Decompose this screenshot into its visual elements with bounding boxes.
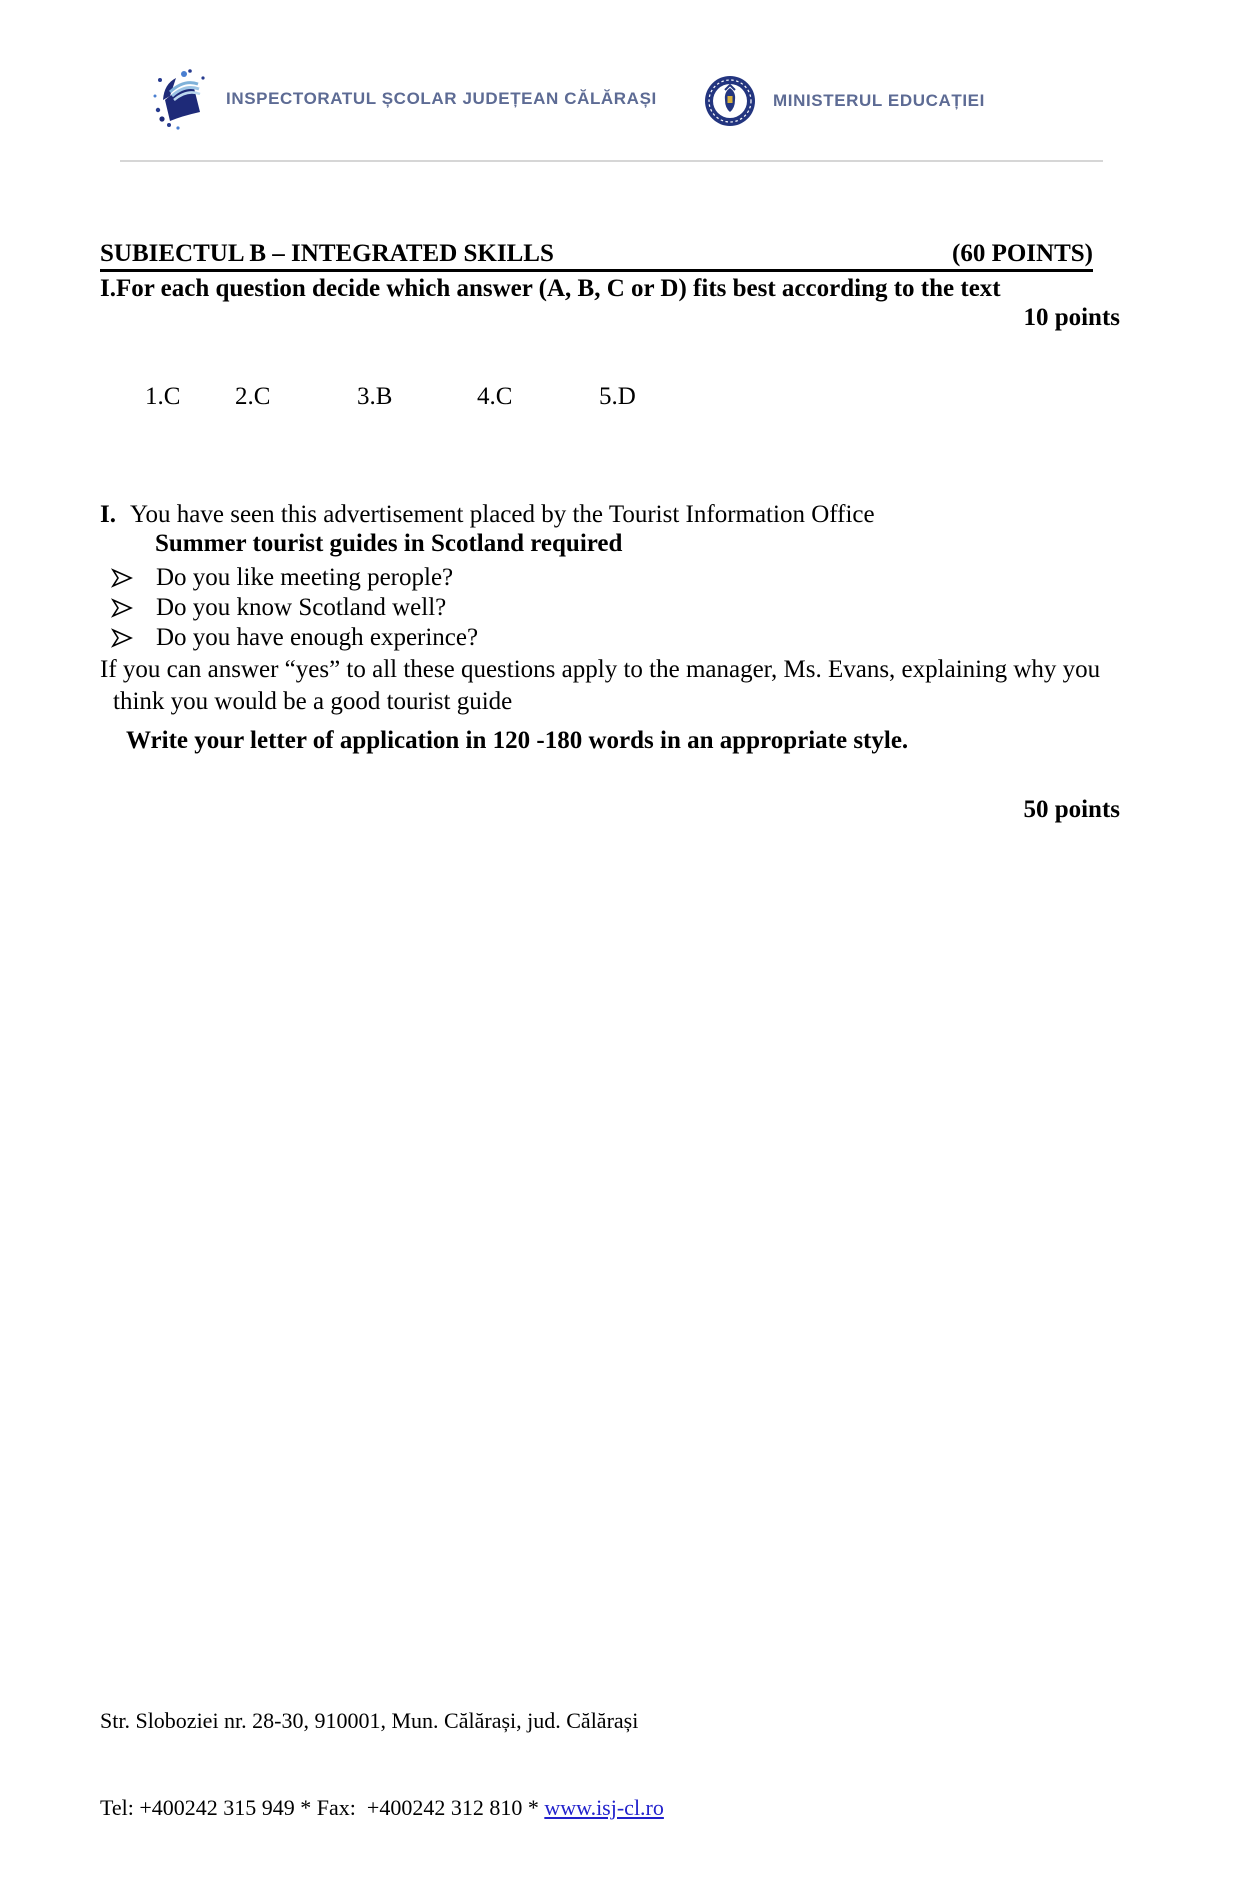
footer-website-link[interactable]: www.isj-cl.ro — [544, 1795, 664, 1820]
answer-key-row — [100, 383, 1120, 415]
task2-intro-text: You have seen this advertisement placed by the Tourist Information Office — [129, 501, 875, 528]
header-right-logo-label: MINISTERUL EDUCAȚIEI — [773, 91, 985, 110]
footer-address: Str. Sloboziei nr. 28-30, 910001, Mun. Călărași, jud. Călărași — [100, 1708, 639, 1733]
advert-title: Summer tourist guides in Scotland required — [155, 530, 623, 557]
bullet-text: Do you know Scotland well? — [156, 594, 447, 621]
answer-1: 1.C — [145, 383, 181, 410]
subject-title-row — [100, 240, 1093, 272]
bullet-item — [100, 593, 1140, 623]
arrowhead-bullet-icon — [112, 629, 132, 647]
answer-5: 5.D — [599, 383, 636, 410]
footer-contacts — [100, 1793, 664, 1822]
arrowhead-bullet-icon — [112, 569, 132, 587]
arrowhead-bullet-icon — [112, 599, 132, 617]
task2-paragraph-line1: If you can answer “yes” to all these questions apply to the manager, Ms. Evans, explaining why you — [100, 656, 1101, 683]
government-seal-icon — [703, 74, 757, 128]
bullet-text: Do you like meeting perople? — [156, 564, 454, 591]
header-divider — [120, 160, 1103, 162]
task2-intro-line — [100, 500, 1140, 530]
header-right-logo — [703, 74, 985, 128]
subject-points: (60 POINTS) — [952, 240, 1093, 267]
header-left-logo-label: INSPECTORATUL ȘCOLAR JUDEȚEAN CĂLĂRAȘI — [226, 89, 657, 108]
header-left-logo — [150, 66, 657, 132]
subject-title: SUBIECTUL B – INTEGRATED SKILLS — [100, 240, 554, 267]
footer-tel-fax: Tel: +400242 315 949 * Fax: +400242 312 810 * — [100, 1795, 545, 1820]
answer-2: 2.C — [235, 383, 271, 410]
page-footer — [100, 1648, 664, 1880]
bullet-text: Do you have enough experince? — [156, 624, 479, 651]
task1-points: 10 points — [1023, 304, 1120, 331]
school-inspectorate-book-icon — [150, 66, 212, 132]
task2-numeral: I. — [100, 501, 116, 528]
answer-4: 4.C — [477, 383, 513, 410]
task2-writing-requirement: Write your letter of application in 120 -180 words in an appropriate style. — [126, 727, 909, 754]
task2-paragraph-line2: think you would be a good tourist guide — [113, 688, 513, 715]
bullet-item — [100, 563, 1140, 593]
bullet-item — [100, 623, 1140, 653]
task2-points: 50 points — [1023, 796, 1120, 823]
answer-3: 3.B — [357, 383, 393, 410]
task1-instruction: I.For each question decide which answer (A, B, C or D) fits best according to the text — [100, 275, 1001, 302]
